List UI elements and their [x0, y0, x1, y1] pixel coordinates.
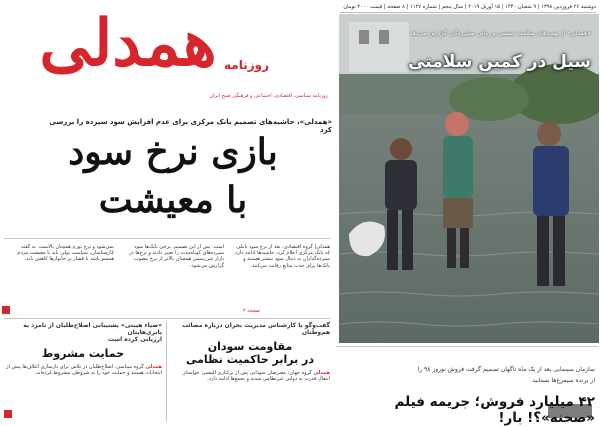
divider — [336, 346, 598, 347]
story-mid-tag: همدلی — [313, 370, 330, 376]
story-right-headline[interactable]: ۴۲ میلیارد فروش؛ جریمه فیلم «صحنه»؟! بار! — [394, 394, 595, 426]
lead-headline-line2: با معیشت — [98, 179, 248, 221]
story-mid[interactable] — [170, 322, 330, 406]
story-left-body — [4, 364, 162, 408]
page-ref[interactable]: صفحه ۲ — [243, 308, 260, 314]
lead-body-col-3: نمی‌شود و نرخ تورم همچنان بالاست. به گفته کارشناسان، سیاست پولی باید با معیشت مردم همسو باشد تا فشار بر خانوارها کاهش یابد. — [17, 244, 114, 263]
photo-headline: سیل در کمین سلامتی — [408, 52, 591, 72]
story-mid-text: گروه جهان: معترضان سودانی پس از برکناری البشیر، خواستار انتقال قدرت به دولتی غیرنظامی شدند و تجمع‌ها ادامه دارد. — [182, 370, 330, 383]
story-left-kicker2: ارزیابی کرده است — [107, 336, 162, 343]
story-right-kicker2: از برنده سیمرغ‌ها بستانید — [532, 377, 595, 384]
lead-body-col-1: همدلی| گروه اقتصادی: بعد از نرخ سود بانکی که بانک مرکزی اعلام کرد، حاشیه‌ها ادامه دارد. سپرده‌گذاران به دنبال سود بیشتر هستند و بانک‌ها برای جذب منابع رقابت می‌کنند. — [233, 244, 330, 269]
story-mid-kicker: گفت‌وگو با کارشناس مدیریت بحران درباره مصائب هم‌وطنان — [181, 322, 330, 336]
page-ref-marker — [2, 306, 10, 314]
masthead — [0, 0, 332, 108]
lead-headline[interactable] — [18, 128, 328, 224]
story-left-title-a: حمایت — [88, 347, 125, 360]
story-left[interactable] — [4, 322, 162, 408]
photo-caption: «همدلی» از تهدیدهای سلامت جسمی و روانی سیل‌زدگان گزارش می‌دهد — [409, 30, 591, 37]
logo-subtitle: روزنامه — [224, 58, 269, 72]
lead-headline-line1: بازی نرخ سود — [68, 131, 278, 173]
story-right-kicker: سازمان سینمایی بعد از یک ماه ناگهان تصمیم گرفت فروش نوروز ۹۸ را — [417, 366, 595, 373]
lead-body-col-2: است. پس از این تصمیم، برخی بانک‌ها سود سپرده‌های کوتاه‌مدت را تغییر دادند و نرخ‌ها در بازار غیررسمی همچنان بالاتر از نرخ مصوب گزارش می‌شود. — [129, 244, 224, 269]
story-left-title — [4, 347, 162, 360]
story-mid-title-b: در برابر حاکمیت نظامی — [185, 353, 315, 366]
issue-info-bar: دوشنبه ۲۶ فروردین ۱۳۹۸ | ۹ شعبان ۱۴۴۰ | ۱۵ آوریل ۲۰۱۹ | سال پنجم | شماره ۱۱۲۷ | ۸ صفحه | قیمت ۲۰۰۰ تومان — [340, 2, 596, 13]
story-mid-title-a: مقاومت سودان — [207, 340, 293, 353]
divider — [4, 318, 330, 319]
story-mid-body — [170, 370, 330, 406]
story-left-text: گروه سیاسی: اصلاح‌طلبان در تلاش برای بازسازی ائتلاف‌ها پیش از انتخابات هستند و حمایت خود را به شروطی مشروط کرده‌اند. — [6, 364, 162, 377]
column-divider — [166, 322, 167, 422]
story-left-tag: همدلی — [145, 364, 162, 370]
logo-wordmark: همدلی — [39, 6, 217, 81]
page-ref-marker — [4, 410, 12, 418]
story-left-kicker: «ضیاء هیبتی» پشتیبانی اصلاح‌طلبان از نامزد به بابری‌هایتان — [23, 322, 162, 336]
story-left-title-b: مشروط — [41, 347, 86, 360]
divider — [4, 238, 330, 239]
tagline: روزنامه سیاسی، اقتصادی، اجتماعی و فرهنگی صبح ایران — [209, 93, 328, 99]
flood-photo — [339, 14, 599, 343]
lead-kicker: «همدلی»، حاشیه‌های تصمیم بانک مرکزی برای عدم افزایش سود سپرده را بررسی کرد — [49, 118, 332, 134]
newspaper-logo — [28, 4, 269, 92]
